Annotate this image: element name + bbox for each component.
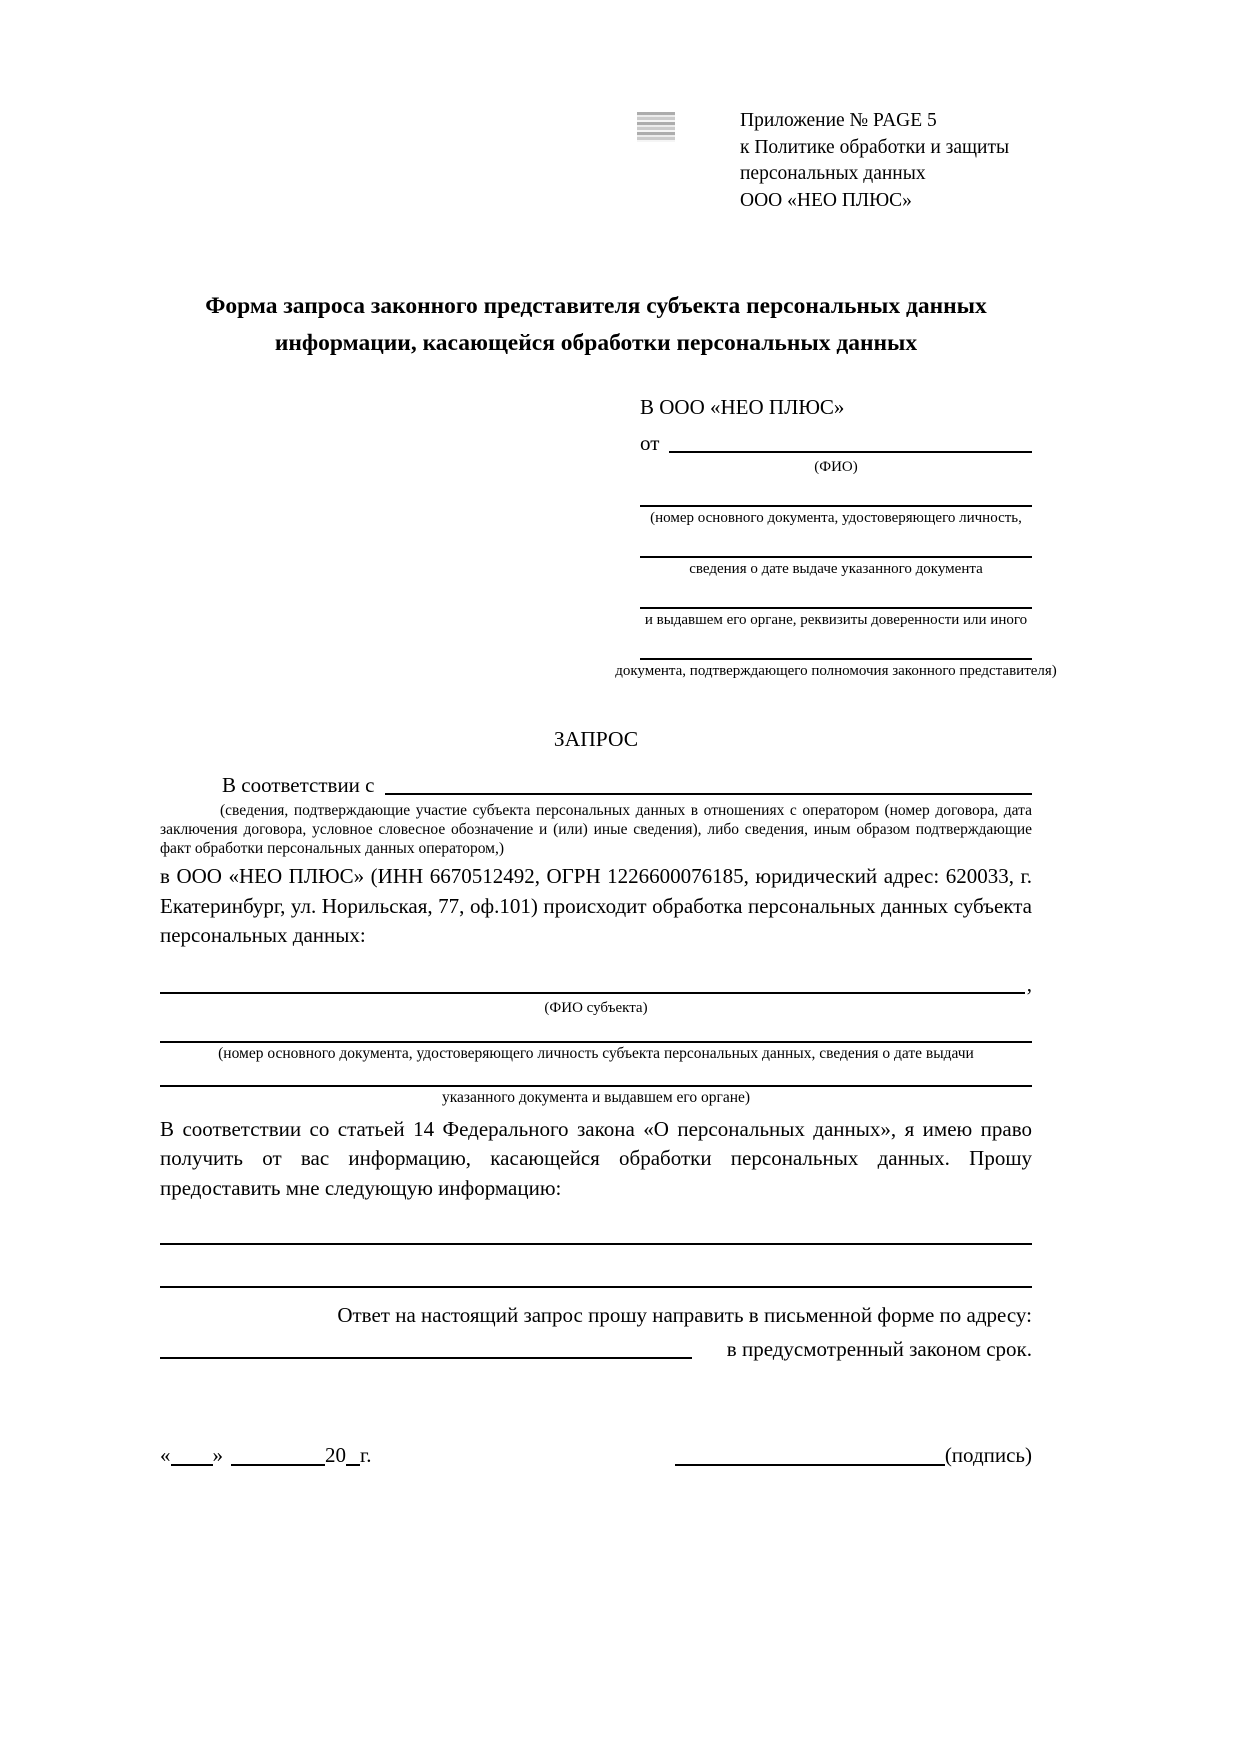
caption-fio: (ФИО) [814, 459, 858, 475]
response-request-line: Ответ на настоящий запрос прошу направить в письменной форме по адресу: [337, 1303, 1032, 1327]
response-suffix: в предусмотренный законом срок. [726, 1337, 1032, 1361]
document-content [160, 0, 1057, 1468]
blank-line-subject-fio [160, 992, 1025, 994]
blank-line-address [160, 1357, 692, 1359]
appendix-block [740, 0, 1032, 214]
doc-field-group-4 [615, 658, 1057, 680]
caption-subject-doc-2: указанного документа и выдавшем его органе) [441, 1088, 751, 1106]
subject-fio-row [160, 967, 1032, 997]
date-group [160, 1443, 372, 1468]
caption-doc-number: (номер основного документа, удостоверяющего личность, [650, 510, 1022, 526]
footer-row [160, 1438, 1032, 1468]
caption-doc-powers: документа, подтверждающего полномочия законного представителя) [615, 663, 1057, 679]
caption-subject-fio: (ФИО субъекта) [544, 999, 648, 1016]
caption-doc-authority: и выдавшем его органе, реквизиты доверенности или иного [644, 612, 1028, 628]
document-title [160, 288, 1032, 362]
from-row [640, 426, 1032, 456]
addressee-to: В ООО «НЕО ПЛЮС» [640, 395, 845, 419]
intro-label: В соответствии с [222, 773, 375, 797]
blank-month [231, 1443, 325, 1466]
appendix-line-3: персональных данных [740, 163, 926, 184]
year-prefix: 20 [325, 1443, 346, 1467]
blank-year [346, 1443, 360, 1466]
year-suffix: г. [360, 1443, 372, 1467]
request-heading: ЗАПРОС [553, 727, 639, 751]
blank-line-representative-fio [669, 451, 1032, 453]
doc-field-group-1 [640, 505, 1032, 527]
caption-doc-issue-date: сведения о дате выдаче указанного документа [689, 561, 983, 577]
blank-line-doc-issue-date [640, 556, 1032, 558]
response-address-row [160, 1330, 1032, 1362]
blank-line-subject-doc [160, 1041, 1032, 1043]
intro-row [160, 766, 1032, 798]
from-label: от [640, 431, 660, 455]
blank-line-doc-authority [640, 607, 1032, 609]
law-paragraph: В соответствии со статьей 14 Федерального закона «О персональных данных», я имею право получить от вас информацию, касающейся обработки персональных данных. Прошу предоставить мне следующую информацию: [160, 1116, 1032, 1200]
appendix-line-4: ООО «НЕО ПЛЮС» [740, 189, 912, 211]
caption-subject-doc-1: (номер основного документа, удостоверяющего личность субъекта персональных данных, сведения о дате выдачи [218, 1044, 974, 1062]
blank-day [171, 1443, 213, 1466]
document-title-line2: информации, касающейся обработки персональных данных [274, 330, 918, 356]
addressee-block [615, 392, 1057, 680]
blank-signature [675, 1443, 945, 1466]
blank-line-basis [385, 793, 1033, 795]
doc-field-group-3 [640, 607, 1032, 629]
appendix-line-2: к Политике обработки и защиты [740, 136, 1010, 158]
fine-print-note: (сведения, подтверждающие участие субъекта персональных данных в отношениях с оператором (номер договора, дата заключения договора, условное словесное обозначение и (или) иные сведения), либо сведения, иным образом подтверждающие факт обработки персональных данных оператором,) [160, 802, 1032, 857]
signature-group [675, 1443, 1032, 1468]
document-title-line1: Форма запроса законного представителя субъекта персональных данных [205, 293, 987, 319]
comma-after-blank: , [1026, 971, 1032, 996]
blank-line-info-1 [160, 1243, 1032, 1245]
operator-paragraph: в ООО «НЕО ПЛЮС» (ИНН 6670512492, ОГРН 1226600076185, юридический адрес: 620033, г. Екатеринбург, ул. Норильская, 77, оф.101) происходит обработка персональных данных субъекта персональных данных: [160, 864, 1032, 947]
signature-caption: (подпись) [944, 1443, 1032, 1467]
blank-line-doc-number [640, 505, 1032, 507]
doc-field-group-2 [640, 556, 1032, 578]
quote-open: « [160, 1443, 171, 1467]
quote-close: » [212, 1443, 223, 1467]
appendix-line-1: Приложение № PAGE 5 [740, 110, 937, 131]
subject-doc-group-2 [160, 1085, 1032, 1107]
subject-doc-group-1 [160, 1041, 1032, 1063]
blank-line-subject-doc-authority [160, 1085, 1032, 1087]
blank-line-info-2 [160, 1286, 1032, 1288]
blank-line-doc-powers [640, 658, 1032, 660]
